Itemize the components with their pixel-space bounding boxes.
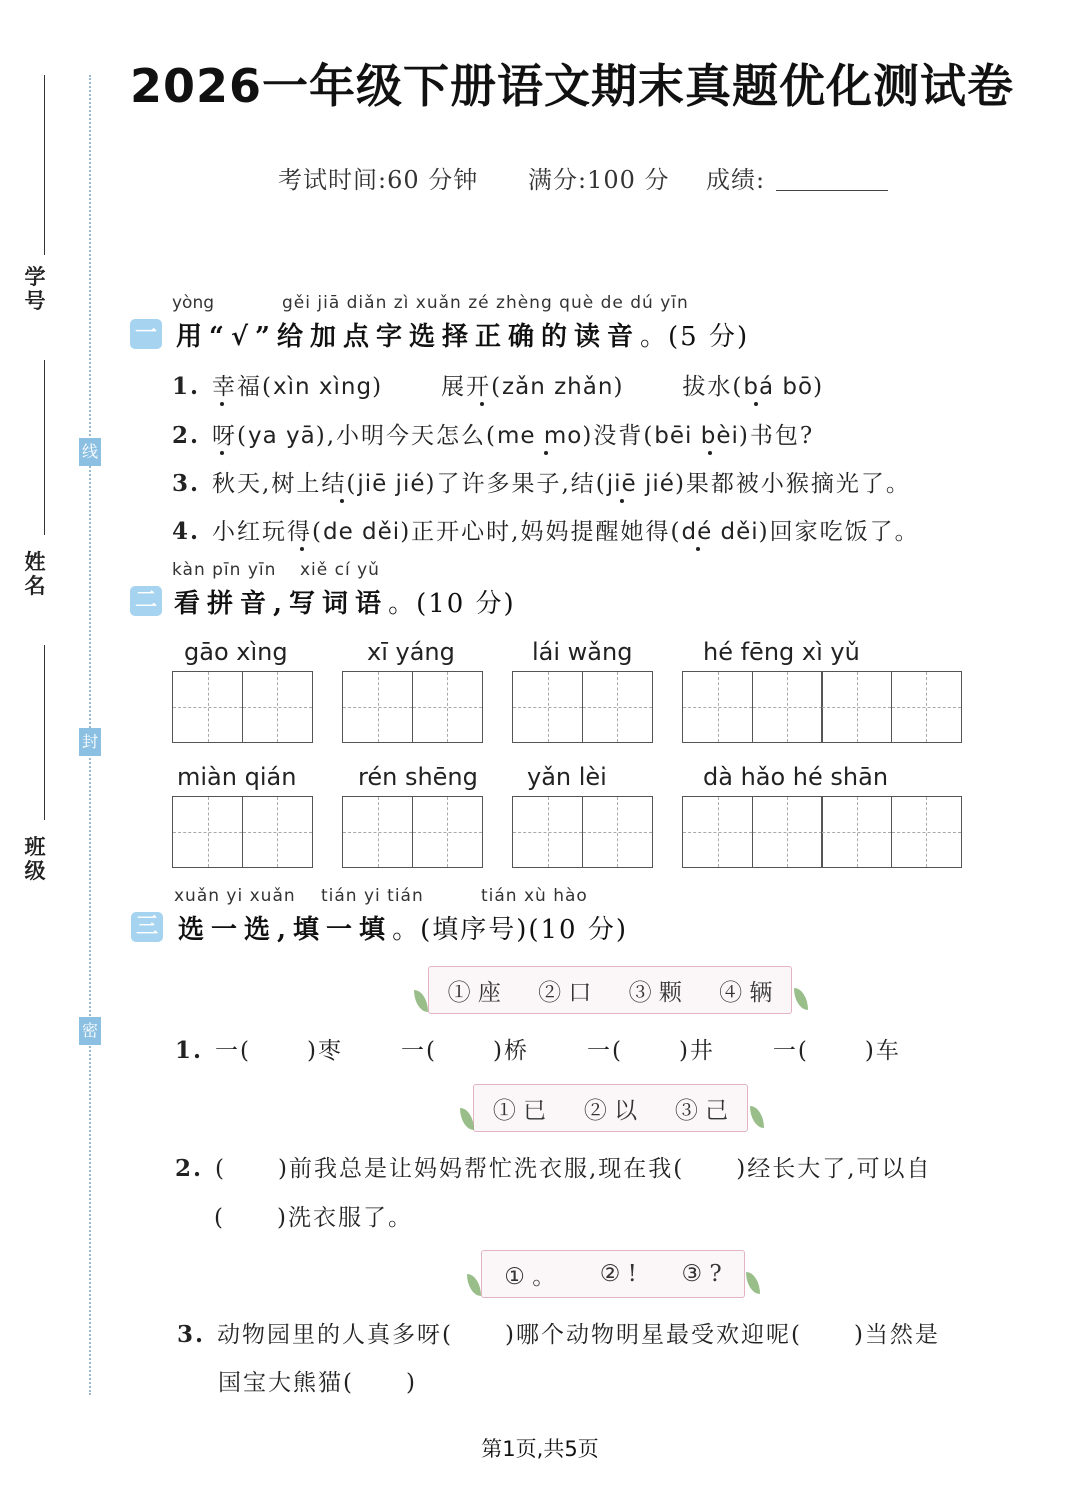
grid-pinyin-hefengxiyu: hé fēng xì yǔ	[703, 638, 860, 666]
grid-pinyin-rensheng: rén shēng	[358, 763, 478, 791]
section3-pinyin-b: tián yi tián	[321, 886, 424, 906]
emphasis-dot	[480, 402, 484, 406]
s3-question-3-line2: 国宝大熊猫( )	[218, 1370, 417, 1396]
grid-pinyin-yanlei: yǎn lèi	[527, 763, 607, 791]
s1-question-2: 2. 呀(ya yā),小明今天怎么(me mo)没背(bēi bèi)书包?	[172, 422, 815, 449]
option-1: ① 座	[447, 979, 501, 1006]
emphasis-dot	[708, 451, 712, 455]
page-title: 2026一年级下册语文期末真题优化测试卷	[130, 59, 1015, 113]
section2-badge: 二	[130, 586, 162, 616]
section2-pinyin-a: kàn pīn yīn	[172, 560, 277, 580]
option-1: ① 已	[492, 1097, 547, 1124]
s3-question-2-line2: ( )洗衣服了。	[214, 1205, 413, 1231]
option-2: ② 以	[583, 1097, 638, 1124]
emphasis-dot	[696, 547, 700, 551]
score-label: 成绩:	[706, 166, 766, 194]
s3-question-1: 1. 一( )枣 一( )桥 一( )井 一( )车	[175, 1037, 901, 1064]
section2-pinyin-b: xiě cí yǔ	[300, 560, 380, 580]
grid-pinyin-laiwang: lái wǎng	[532, 638, 633, 666]
student-id-label: 学号	[24, 265, 46, 313]
emphasis-dot	[300, 547, 304, 551]
name-label: 姓名	[24, 550, 46, 598]
leaf-decoration-icon	[746, 1272, 760, 1294]
s1-question-4: 4. 小红玩得(de děi)正开心时,妈妈提醒她得(dé děi)回家吃饭了。	[172, 518, 920, 545]
option-3: ③ 颗	[628, 979, 682, 1006]
option-2: ② 口	[538, 979, 592, 1006]
binding-tag-secret: 密	[79, 1017, 101, 1045]
options-banner-punctuation	[481, 1250, 745, 1298]
section1-pinyin-a: yòng	[172, 293, 215, 313]
option-3: ③ 己	[674, 1097, 729, 1124]
options-banner-measure-words	[428, 966, 792, 1014]
leaf-decoration-icon	[460, 1108, 474, 1130]
section1-pinyin-b: gěi jiā diǎn zì xuǎn zé zhèng què de dú yīn	[282, 293, 689, 313]
binding-tag-line: 线	[79, 438, 101, 466]
section1-title: 用“√”给加点字选择正确的读音。(5 分)	[176, 322, 750, 352]
class-label: 班级	[24, 835, 46, 883]
name-line	[44, 360, 45, 535]
emphasis-dot	[754, 402, 758, 406]
leaf-decoration-icon	[794, 988, 808, 1010]
section1-badge: 一	[130, 319, 162, 349]
binding-tag-seal: 封	[79, 728, 101, 756]
exam-time: 考试时间:60 分钟	[278, 166, 479, 194]
class-line	[44, 645, 45, 820]
section2-title: 看拼音,写词语。(10 分)	[174, 589, 516, 619]
section3-pinyin-a: xuǎn yi xuǎn	[174, 886, 296, 906]
option-3: ③ ?	[681, 1261, 722, 1287]
leaf-decoration-icon	[414, 990, 428, 1012]
leaf-decoration-icon	[467, 1274, 481, 1296]
grid-pinyin-gaoxing: gāo xìng	[184, 638, 288, 666]
s3-question-2-line1: 2. ( )前我总是让妈妈帮忙洗衣服,现在我( )经长大了,可以自	[175, 1155, 932, 1182]
page-footer: 第1页,共5页	[481, 1437, 599, 1461]
s1-question-1: 1. 幸福(xìn xìng) 展开(zǎn zhǎn) 拔水(bá bō)	[172, 373, 825, 400]
options-banner-characters	[473, 1084, 748, 1132]
score-blank[interactable]	[776, 190, 888, 191]
section3-pinyin-c: tián xù hào	[481, 886, 588, 906]
emphasis-dot	[220, 451, 224, 455]
full-score: 满分:100 分	[528, 166, 670, 194]
grid-pinyin-xiyang: xī yáng	[367, 638, 455, 666]
option-2: ② !	[599, 1261, 637, 1287]
emphasis-dot	[220, 402, 224, 406]
s3-question-3-line1: 3. 动物园里的人真多呀( )哪个动物明星最受欢迎呢( )当然是	[177, 1321, 940, 1348]
section3-badge: 三	[131, 912, 163, 942]
grid-pinyin-mianqian: miàn qián	[177, 763, 297, 791]
option-1: ① 。	[504, 1263, 556, 1290]
grid-pinyin-dahaoheshan: dà hǎo hé shān	[703, 763, 889, 791]
emphasis-dot	[620, 499, 624, 503]
section3-title: 选一选,填一填。(填序号)(10 分)	[178, 915, 628, 945]
leaf-decoration-icon	[750, 1106, 764, 1128]
emphasis-dot	[340, 499, 344, 503]
option-4: ④ 辆	[719, 979, 773, 1006]
student-id-line	[44, 75, 45, 255]
s1-question-3: 3. 秋天,树上结(jiē jié)了许多果子,结(jiē jié)果都被小猴摘光了。	[172, 470, 911, 497]
emphasis-dot	[544, 451, 548, 455]
